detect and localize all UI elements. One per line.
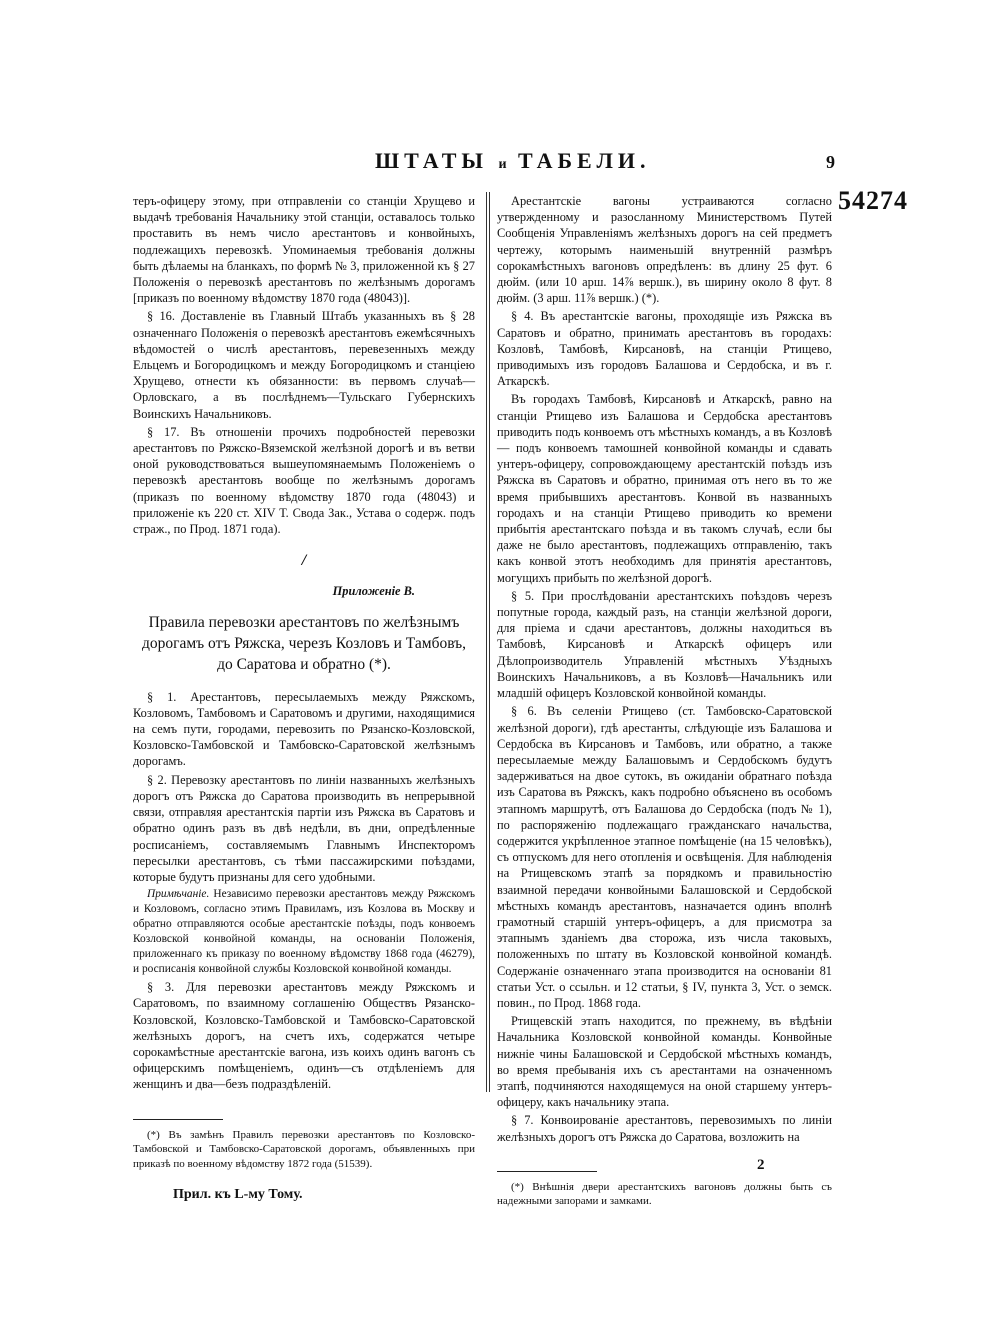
left-column: [133, 193, 475, 1205]
footnote-rule: [133, 1119, 223, 1120]
rule-6: § 6. Въ селеніи Ртищево (ст. Тамбовско-Саратовской желѣзной дороги), гдѣ арестанты, слѣдующіе изъ Балашова и Сердобска въ Кирсановъ и Тамбовъ, или обратно, а также пересылаемые между Балашовымъ и Сердобскомъ будутъ задерживаться на двое сутокъ, въ ожиданіи обратнаго поѣзда изъ Саратова въ Ряжскъ, какъ подробно объяснено въ особомъ этапномъ маршрутѣ, отъ Балашова до Сердобска (подъ № 1), по распоряженію подлежащаго гражданскаго начальства, содержится укрѣпленное этапное помѣщеніе (на 15 человѣкъ), съ отпускомъ для него отопленія и освѣщенія. Для наблюденія на Ртищевскомъ этапѣ за порядкомъ и правильностію взаимной передачи конвойными Балашовской и Сердобской мѣстныхъ командъ арестантовъ, назначается одинъ вполнѣ грамотный старшій унтеръ-офицеръ, а для присмотра за этапнымъ зданіемъ два сторожа, изъ числа таковыхъ, положенныхъ по штату въ Козловской конвойной командѣ. Содержаніе означеннаго этапа производится на основаніи 81 статьи Уст. о ссыльн. и 12 статьи, § IV, пункта 3, Уст. о земск. повин., по Прод. 1868 года.: [497, 704, 832, 1010]
rules-title: Правила перевозки арестантовъ по желѣзнымъ дорогамъ отъ Ряжска, черезъ Козловъ и Тамбовъ, до Саратова и обратно (*).: [141, 613, 467, 673]
header-title-connector: и: [498, 157, 508, 172]
footnote-left: (*) Въ замѣнъ Правилъ перевозки арестантовъ по Козловско-Тамбовской и Тамбовско-Саратовской дорогамъ, объявленныхъ при приказѣ по военному вѣдомству 1872 года (51539).: [133, 1128, 475, 1170]
footnote-right: (*) Внѣшнія двери арестантскихъ вагоновъ должны быть съ надежными запорами и замками.: [497, 1180, 832, 1208]
section-16: § 16. Доставленіе въ Главный Штабъ указанныхъ въ § 28 означеннаго Положенія о перевозкѣ арестантовъ ежемѣсячныхъ вѣдомостей о числѣ арестантовъ, перевезенныхъ между Ельцемъ и Богородицкомъ и между Богородицкомъ и станціею Хрущево, отнести къ обязанности: въ первомъ случаѣ— Орловскаго, а въ послѣднемъ—Тульскаго Губернскихъ Воинскихъ Начальниковъ.: [133, 309, 475, 421]
rule-7: § 7. Конвоированіе арестантовъ, перевозимыхъ по линіи желѣзныхъ дорогъ отъ Ряжска до Саратова, возложить на: [497, 1113, 832, 1144]
header-title-part1: ШТАТЫ: [375, 148, 488, 173]
law-number: 54274: [838, 186, 908, 215]
note-text: Независимо перевозки арестантовъ между Ряжскомъ и Козловомъ, согласно этимъ Правиламъ, изъ Козлова въ Москву и обратно отправляются особые арестантскіе поѣзды, подъ конвоемъ Козловской конвойной команды, на основаніи Положенія, приложеннаго къ приказу по военному вѣдомству 1868 года (46279), и росписанія конвойной службы Козловской конвойной команды.: [133, 888, 475, 976]
rule-4: § 4. Въ арестантскіе вагоны, проходящіе изъ Ряжска въ Саратовъ и обратно, принимать арестантовъ въ городахъ: Козловѣ, Тамбовѣ, Кирсановѣ, на станціи Ртищево, приводимыхъ изъ городовъ Балашова и Сердобска, и въ г. Аткарскѣ.: [497, 309, 832, 389]
rule-1: § 1. Арестантовъ, пересылаемыхъ между Ряжскомъ, Козловомъ, Тамбовомъ и Саратовомъ и другими, находящимися на семъ пути, городами, перевозить по Рязанско-Козловской, Козловско-Тамбовской и Тамбовско-Саратовской желѣзнымъ дорогамъ.: [133, 689, 475, 769]
volume-signature: Прил. къ L-му Тому.: [173, 1187, 303, 1203]
sheet-number: 2: [757, 1157, 765, 1173]
rule-3: § 3. Для перевозки арестантовъ между Ряжскомъ и Саратовомъ, по взаимному соглашенію Обществъ Рязанско-Козловской, Козловско-Тамбовской и Тамбовско-Саратовской желѣзныхъ дорогъ, на счетъ ихъ, содержатся четыре сорокамѣстные арестантскіе вагона, изъ коихъ одинъ вагонъ съ офицерскимъ помѣщеніемъ, одинъ—съ отдѣленіемъ для женщинъ и два—безъ подраздѣленій.: [133, 980, 475, 1092]
rule-6-cont: Ртищевскій этапъ находится, по прежнему, въ вѣдѣніи Начальника Козловской конвойной команды. Конвойные нижніе чины Балашовской и Сердобской мѣстныхъ командъ, во время пребыванія ихъ съ арестантами на означенномъ этапѣ, подчиняются находящемуся на оной старшему унтеръ-офицеру, какъ начальнику этапа.: [497, 1014, 832, 1110]
note: [133, 887, 475, 977]
paragraph-continued-right: Арестантскіе вагоны устраиваются согласно утвержденному и разосланному Министерствомъ Путей Сообщенія Управленіямъ желѣзныхъ дорогъ на сей предметъ чертежу, которымъ наименьшій внутренній размѣръ сорокамѣстныхъ вагоновъ опредѣленъ: въ длину 25 фут. 6 дюйм. (или 10 арш. 14⅞ вершк.), въ ширину около 8 фут. 8 дюйм. (3 арш. 11⅞ вершк.) (*).: [497, 194, 832, 306]
appendix-label: Приложеніе В.: [332, 584, 415, 599]
header-title: [375, 148, 650, 174]
footnote-rule: [497, 1171, 597, 1172]
note-label: Примѣчаніе.: [147, 888, 210, 901]
stray-mark: /: [301, 552, 307, 570]
column-divider: [489, 192, 490, 1092]
header-title-part2: ТАБЕЛИ.: [518, 148, 651, 173]
section-17: § 17. Въ отношеніи прочихъ подробностей перевозки арестантовъ по Ряжско-Вяземской желѣзной дорогѣ и въ ветви оной руководствоваться вышеупомянаемымъ Положеніемъ о перевозкѣ арестантовъ вообще по желѣзнымъ дорогамъ (приказъ по военному вѣдомству 1870 года (48043) и приложеніе къ 220 ст. XIV Т. Свода Зак., Устава о содерж. подъ страж., по Прод. 1871 года).: [133, 424, 475, 537]
rule-2: § 2. Перевозку арестантовъ по линіи названныхъ желѣзныхъ дорогъ отъ Ряжска до Саратова производить въ непрерывной связи, отправляя арестантскія партіи изъ Ряжска въ Саратовъ и обратно одинъ разъ въ двѣ недѣли, въ дни, опредѣленные росписаніемъ, составляемымъ Главнымъ Инспекторомъ пересылки арестантовъ, съ тѣми пассажирскими поѣздами, которые будутъ признаны для сего удобными.: [133, 772, 475, 884]
running-header: [0, 148, 1000, 178]
page-number: 9: [826, 152, 835, 172]
rule-5: § 5. При прослѣдованіи арестантскихъ поѣздовъ черезъ попутные города, каждый разъ, на станціи желѣзной дороги, для пріема и сдачи арестантовъ, должны находиться въ Тамбовѣ, Кирсановѣ и Аткарскѣ офицеръ или Дѣлопроизводитель Управленій мѣстныхъ Уѣздныхъ Воинскихъ Начальниковъ, а въ Козловѣ—Начальникъ или младшій офицеръ Козловской конвойной команды.: [497, 588, 832, 701]
right-column: [497, 193, 832, 1211]
rule-4-cont: Въ городахъ Тамбовѣ, Кирсановѣ и Аткарскѣ, равно на станціи Ртищево изъ Балашова и Сердобска арестантовъ приводить подъ конвоемъ отъ мѣстныхъ командъ, а въ Козловѣ— подъ конвоемъ тамошней конвойной команды и сдавать унтеръ-офицеру, сопровождающему арестантскій поѣздъ изъ Ряжска въ Саратовъ и обратно, принимая отъ него въ то же время прибывшихъ арестантовъ. Конвой въ названныхъ городахъ и на станціи Ртищево приводить ко времени прибытія арестантскаго поѣзда и въ такомъ случаѣ, если бы даже не было арестантовъ, подлежащихъ отправленію, такъ какъ конвой этотъ необходимъ для принятія арестантовъ, могущихъ прибыть по желѣзной дорогѣ.: [497, 392, 832, 585]
paragraph-continued: теръ-офицеру этому, при отправленіи со станціи Хрущево и выдачѣ требованія Начальнику этой станціи, оставалось только проставить въ немъ число арестантовъ и конвойныхъ, подлежащихъ перевозкѣ. Упоминаемыя требованія должны быть дѣлаемы на бланкахъ, по формѣ № 3, приложенной къ § 27 Положенія о перевозкѣ арестантовъ по желѣзнымъ дорогамъ [приказъ по военному вѣдомству 1870 года (48043)].: [133, 194, 475, 306]
column-divider: [486, 192, 487, 1092]
